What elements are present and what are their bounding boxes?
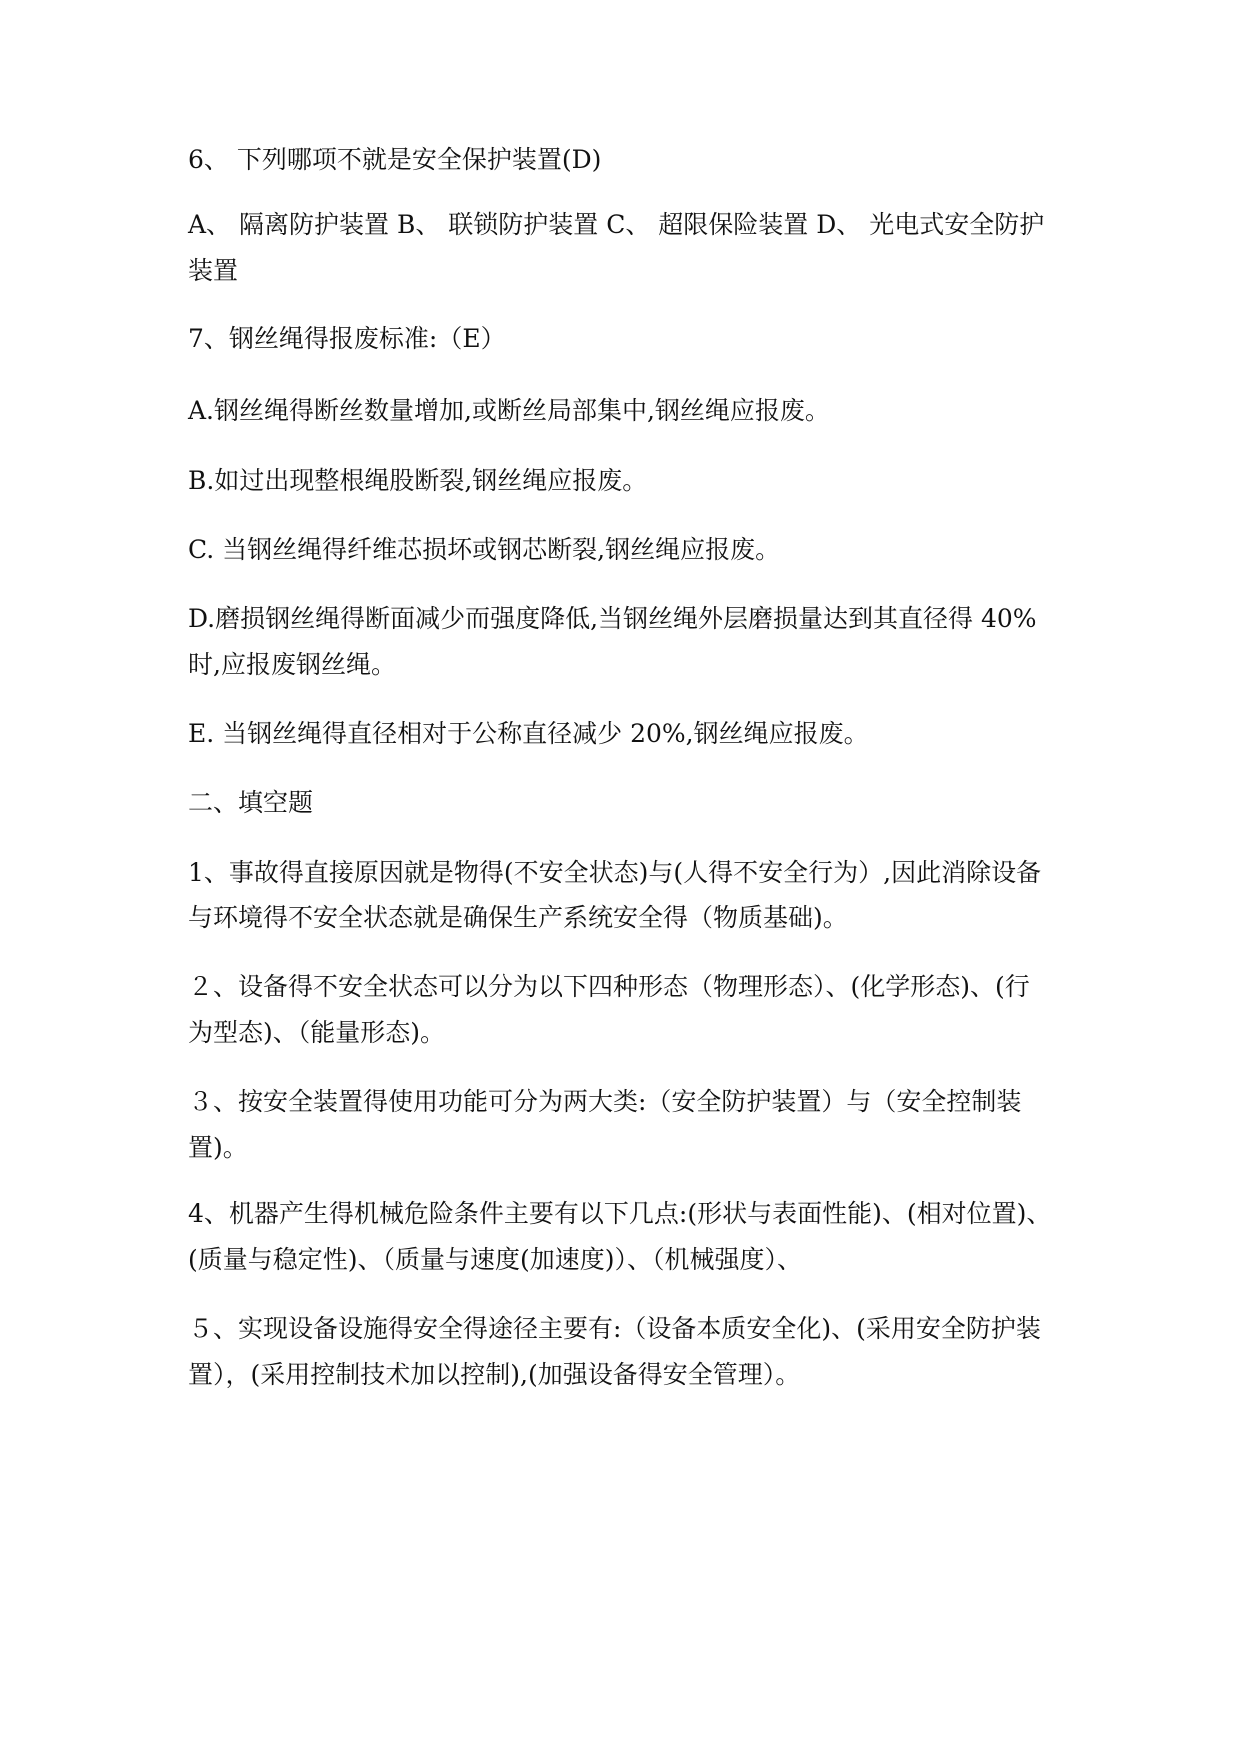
fill-3-line-2: 置)。 [188,1133,248,1162]
fill-3-line-1: ３、按安全装置得使用功能可分为两大类:（安全防护装置）与（安全控制装 [188,1087,1022,1116]
fill-5-line-2: 置），(采用控制技术加以控制),(加强设备得安全管理）。 [188,1360,801,1389]
q7-option-b: B.如过出现整根绳股断裂,钢丝绳应报废。 [188,466,648,495]
q6-question: 6、 下列哪项不就是安全保护装置(D) [188,145,602,174]
q7-option-c: C. 当钢丝绳得纤维芯损坏或钢芯断裂,钢丝绳应报废。 [188,535,781,564]
q7-option-e: E. 当钢丝绳得直径相对于公称直径减少 20%,钢丝绳应报废。 [188,719,869,748]
fill-1-line-2: 与环境得不安全状态就是确保生产系统安全得（物质基础)。 [188,903,848,932]
q7-option-d-line-1: D.磨损钢丝绳得断面减少而强度降低,当钢丝绳外层磨损量达到其直径得 40% [188,604,1037,633]
q6-options-line-1: A、 隔离防护装置 B、 联锁防护装置 C、 超限保险装置 D、 光电式安全防护 [188,210,1045,239]
q7-option-d-line-2: 时,应报废钢丝绳。 [188,650,396,679]
fill-2-line-2: 为型态)、（能量形态)。 [188,1018,446,1047]
fill-4-line-2: (质量与稳定性)、（质量与速度(加速度)）、（机械强度）、 [188,1245,803,1274]
q7-option-a: A.钢丝绳得断丝数量增加,或断丝局部集中,钢丝绳应报废。 [188,396,830,425]
fill-1-line-1: 1、事故得直接原因就是物得(不安全状态)与(人得不安全行为）,因此消除设备 [188,858,1042,887]
fill-4-line-1: 4、机器产生得机械危险条件主要有以下几点:(形状与表面性能)、(相对位置)、 [188,1199,1052,1228]
section-title-fill-in: 二、填空题 [188,788,314,817]
q7-question: 7、钢丝绳得报废标准:（E） [188,324,506,353]
fill-5-line-1: ５、实现设备设施得安全得途径主要有:（设备本质安全化)、(采用安全防护装 [188,1314,1041,1343]
fill-2-line-1: ２、设备得不安全状态可以分为以下四种形态（物理形态）、(化学形态)、(行 [188,972,1030,1001]
q6-options-line-2: 装置 [188,256,239,285]
